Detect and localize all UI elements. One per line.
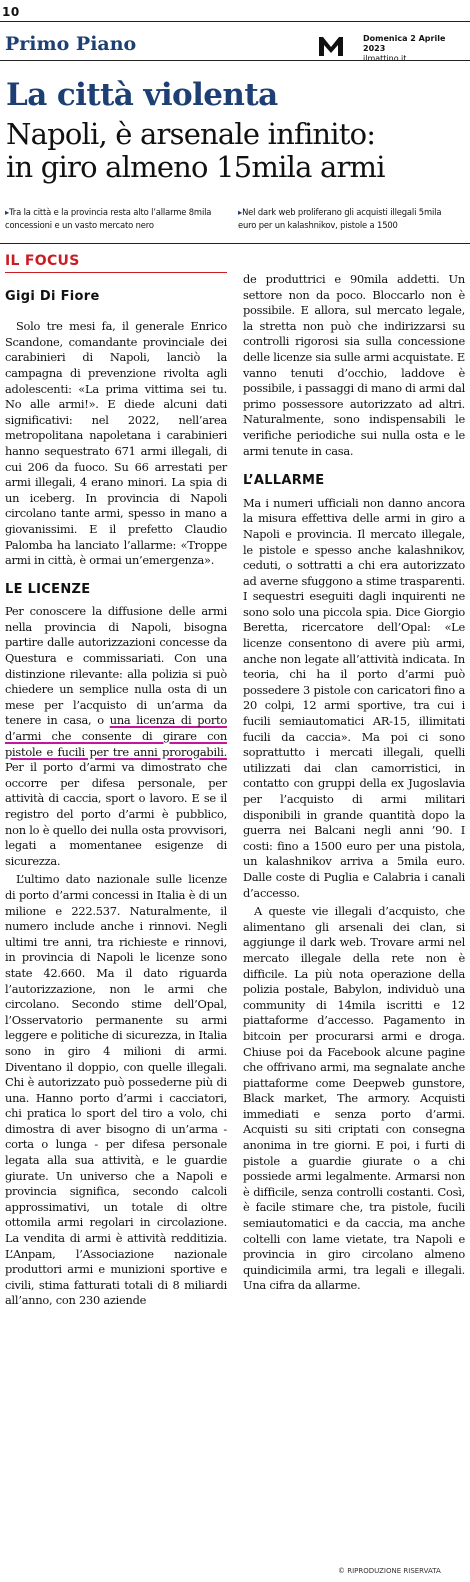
paragraph: de produttrici e 90mila addetti. Un settore non da poco. Bloccarlo non è possibile. E allora, sul mercato legale, la stretta non può che indirizzarsi su controlli rigorosi sia sulla concessione delle licenze sia sulle armi acquistate. E vanno tenuti d’occhio, laddove è possibile, i passaggi di mano di armi dal primo possessore autorizzato ad altri. Naturalmente, sono indispensabili le verifiche periodiche sui nulla osta e le armi tenute in casa.	[243, 272, 466, 458]
summary-marker-icon: ▸	[238, 207, 243, 217]
rubric: IL FOCUS	[5, 254, 227, 273]
highlighted-text: una licenza di porto d’armi che consente di girare con pistole e fucili per tre anni prorogabili.	[5, 713, 227, 759]
byline: Gigi Di Fiore	[5, 288, 100, 304]
summary-1	[5, 206, 227, 232]
headline	[6, 118, 468, 184]
section-rule	[0, 60, 470, 61]
issue-date: Domenica 2 Aprile 2023	[363, 34, 446, 53]
page-number: 10	[2, 5, 20, 19]
summary-marker-icon: ▸	[5, 207, 10, 217]
headline-line-2: in giro almeno 15mila armi	[6, 150, 385, 184]
column-left	[5, 254, 227, 1309]
paragraph: L’ultimo dato nazionale sulle licenze di porto d’armi concessi in Italia è di un milione e 222.537. Naturalmente, il numero include anche i rinnovi. Negli ultimi tre anni, tra richieste e rinnovi, in provincia di Napoli le licenze sono state 42.660. Ma il dato riguarda l’autorizzazione, non le armi che circolano. Secondo stime dell’Opal, l’Osservatorio permanente su armi leggere e politiche di sicurezza, in Italia sono in giro 4 milioni di armi. Diventano il doppio, con quelle illegali. Chi è autorizzato può possederne più di una. Hanno porto d’armi i cacciatori, chi pratica lo sport del tiro a volo, chi dimostra di aver bisogno di un’arma - corta o lunga - per difesa personale legata alla sua attività, e le guardie giurate. Un universo che a Napoli e provincia significa, secondo calcoli approssimativi, un totale di oltre ottomila armi regolari in circolazione. La vendita di armi è attività redditizia. L’Anpam, l’Associazione nazionale produttori armi e munizioni sportive e civili, stima fatturati totali di 8 miliardi all’anno, con 230 aziende	[5, 872, 227, 1308]
subheading-allarme: L’ALLARME	[243, 473, 325, 489]
headline-line-1: Napoli, è arsenale infinito:	[6, 117, 376, 151]
column-right	[243, 272, 465, 1294]
paragraph: Solo tre mesi fa, il generale Enrico Scandone, comandante provinciale dei carabinieri di Napoli, lanciò la campagna di prevenzione rivolta agli adolescenti: «La prima vittima sei tu. No alle armi!». E diede alcuni dati significativi: nel 2022, nell’area metropolitana napoletana i carabinieri hanno sequestrato 671 armi illegali, di cui 206 da fuoco. Su 66 arrestati per armi illegali, 4 erano minori. La spia di un iceberg. In provincia di Napoli circolano tante armi, spesso in mano a giovanissimi. E il prefetto Claudio Palomba ha lanciato l’allarme: «Troppe armi in città, è ormai un’emergenza».	[5, 319, 227, 568]
summary-2	[238, 206, 460, 232]
summary-1-text: Tra la città e la provincia resta alto l’allarme 8mila concessioni e un vasto mercato nero	[5, 207, 212, 230]
header-rule	[0, 21, 470, 22]
newspaper-m-logo-icon	[318, 35, 344, 57]
paragraph-text: Per il porto d’armi va dimostrato che occorre per difesa personale, per attività di caccia, sport o lavoro. E se il registro del porto d’armi è pubblico, non lo è quello dei nulla osta provvisori, legati a momentanee esigenze di sicurezza.	[5, 760, 227, 868]
paragraph-text: Per conoscere la diffusione delle armi nella provincia di Napoli, bisogna partire dalle autorizzazioni concesse da Questura e commissariati. Con una distinzione rilevante: alla polizia si può chiedere un semplice nulla osta di un mese per l’acquisto di un’arma da tenere in casa, o	[5, 604, 227, 728]
site-url: ilmattino.it	[363, 54, 407, 63]
paragraph: A queste vie illegali d’acquisto, che alimentano gli arsenali dei clan, si aggiunge il dark web. Trovare armi nel mercato illegale della rete non è difficile. La più nota operazione della polizia postale, Babylon, individuò una community di 14mila iscritti e 12 piattaforme d’accesso. Pagamento in bitcoin per procurarsi armi e droga. Chiuse poi da Facebook alcune pagine che offrivano armi, ma segnalate anche piattaforme come Deepweb gunstore, Black market, The armory. Acquisti immediati e senza porto d’armi. Acquisti su siti criptati con consegna anonima in tre giorni. E poi, i furti di pistole a guardie giurate o a chi possiede armi legalmente. Armarsi non è difficile, senza controlli costanti. Così, è facile stimare che, tra pistole, fucili semiautomatici e da caccia, ma anche coltelli con lame vietate, tra Napoli e provincia in giro circolano almeno quindicimila armi, tra legali e illegali. Una cifra da allarme.	[243, 904, 465, 1293]
paragraph	[5, 604, 227, 869]
copyright-notice: © RIPRODUZIONE RISERVATA	[338, 1567, 441, 1575]
summary-rule	[0, 243, 470, 244]
paragraph: Ma i numeri ufficiali non danno ancora la misura effettiva delle armi in giro a Napoli e provincia. Il mercato illegale, le pistole e spesso anche kalashnikov, ceduti, o sottratti a chi era autorizzato ad averne sfuggono a stime trasparenti. I sequestri eseguiti dagli inquirenti ne sono solo una piccola spia. Dice Giorgio Beretta, ricercatore dell’Opal: «Le licenze consentono di avere più armi, anche non legate all’attività indicata. In teoria, chi ha il porto d’armi può possedere 3 pistole con caricatori fino a 20 colpi, 12 armi sportive, tra cui i fucili semiautomatici AR-15, illimitati fucili da caccia». Ma poi ci sono soprattutto i mercati illegali, quelli utilizzati dai clan camorristici, in contatto con gruppi della ex Jugoslavia per l’acquisto di armi militari disponibili in grande quantità dopo la guerra nei Balcani negli anni ’90. I costi: fino a 1500 euro per una pistola, un kalashnikov arriva a 5mila euro. Dalle coste di Puglia e Calabria i canali d’accesso.	[243, 495, 465, 900]
section-title: Primo Piano	[5, 33, 137, 55]
summary-2-text: Nel dark web proliferano gli acquisti illegali 5mila euro per un kalashnikov, pistole a 1500	[238, 207, 442, 230]
kicker: La città violenta	[6, 77, 278, 113]
subheading-licenze: LE LICENZE	[5, 581, 91, 597]
